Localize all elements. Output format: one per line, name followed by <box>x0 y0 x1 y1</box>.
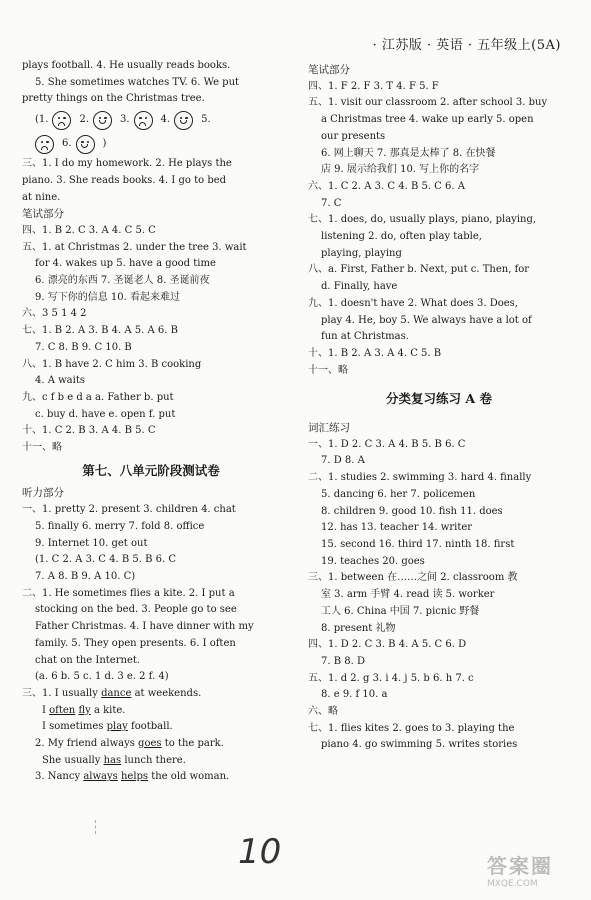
answer-line: (a. 6 b. 5 c. 1 d. 3 e. 2 f. 4) <box>35 671 169 683</box>
answer-line: 12. has 13. teacher 14. writer <box>321 522 473 534</box>
text: football. <box>127 721 173 733</box>
answer-line: 一、1. D 2. C 3. A 4. B 5. B 6. C <box>308 438 466 450</box>
answer-line: 工人 6. China 中国 7. picnic 野餐 <box>321 605 480 617</box>
face-label: 2. <box>79 113 89 125</box>
answer-line: 六、3 5 1 4 2 <box>22 308 87 320</box>
answer-line: 五、1. visit our classroom 2. after school 3. buy <box>308 97 548 109</box>
answer-line: 四、1. B 2. C 3. A 4. C 5. C <box>22 224 156 236</box>
answer-line: playing, playing <box>321 247 402 259</box>
answer-line: a Christmas tree 4. wake up early 5. open <box>321 114 534 126</box>
answer-line: 一、1. pretty 2. present 3. children 4. chat <box>22 504 236 516</box>
answer-line: 九、1. doesn't have 2. What does 3. Does, <box>308 297 518 309</box>
answer-line: pretty things on the Christmas tree. <box>22 93 205 105</box>
answer-line: our presents <box>321 130 386 142</box>
text: She usually <box>42 754 104 766</box>
sad-face-icon <box>52 111 71 130</box>
answer-line: 15. second 16. third 17. ninth 18. first <box>321 538 515 550</box>
text: 3. Nancy <box>35 771 84 783</box>
answer-line: 店 9. 展示给我们 10. 写上你的名字 <box>321 164 480 176</box>
sad-face-icon <box>134 111 153 130</box>
answer-line: 8. children 9. good 10. fish 11. does <box>321 505 503 517</box>
answer-line: family. 5. They open presents. 6. I often <box>35 637 236 649</box>
face-label: ) <box>102 137 107 149</box>
answer-line: 8. e 9. f 10. a <box>321 689 388 701</box>
section-heading: 笔试部分 <box>308 64 350 76</box>
underlined-word: always <box>83 771 118 783</box>
answer-line: 九、c f b e d a a. Father b. put <box>22 391 174 403</box>
answer-line: piano 4. go swimming 5. writes stories <box>321 739 518 751</box>
answer-line: 十、1. B 2. A 3. A 4. C 5. B <box>308 347 442 359</box>
answer-line: 4. A waits <box>35 375 85 387</box>
answer-line: 5. dancing 6. her 7. policemen <box>321 488 476 500</box>
text: lunch there. <box>121 754 186 766</box>
section-title: 分类复习练习 A 卷 <box>386 391 492 407</box>
text: the old woman. <box>148 771 230 783</box>
answer-line: 5. She sometimes watches TV. 6. We put <box>35 76 240 88</box>
text: 2. My friend always <box>35 738 139 750</box>
face-label: 5. <box>201 113 211 125</box>
section-heading: 词汇练习 <box>308 422 350 435</box>
underlined-word: goes <box>138 738 162 750</box>
answer-line: 19. teaches 20. goes <box>321 555 425 567</box>
page-header: · 江苏版 · 英语 · 五年级上(5A) <box>372 38 561 53</box>
answer-line: 7. C 8. B 9. C 10. B <box>35 341 132 353</box>
answer-line: 八、a. First, Father b. Next, put c. Then, for <box>308 264 530 276</box>
answer-line: fun at Christmas. <box>321 331 409 343</box>
margin-mark <box>95 820 97 834</box>
answer-line: chat on the Internet. <box>35 654 141 666</box>
text: I <box>42 704 50 716</box>
answer-line: d. Finally, have <box>321 281 398 293</box>
underlined-word: dance <box>101 687 132 699</box>
answer-line: Father Christmas. 4. I have dinner with my <box>35 621 254 633</box>
answer-line: 室 3. arm 手臂 4. read 读 5. worker <box>321 589 495 601</box>
answer-line: 十一、略 <box>308 364 348 376</box>
answer-line: 五、1. d 2. g 3. i 4. j 5. b 6. h 7. c <box>308 672 474 684</box>
answer-line: 二、1. He sometimes flies a kite. 2. I put a <box>22 587 235 599</box>
answer-line: 7. D 8. A <box>321 455 365 467</box>
answer-line: 9. Internet 10. get out <box>35 537 148 549</box>
answer-line: 十一、略 <box>22 442 62 454</box>
faces-row-1 <box>22 108 280 132</box>
answer-line: 6. 漂亮的东西 7. 圣诞老人 8. 圣诞前夜 <box>35 275 210 287</box>
answer-line: 7. A 8. B 9. A 10. C) <box>35 570 136 582</box>
text: I sometimes <box>42 721 107 733</box>
answer-line <box>22 686 280 703</box>
answer-line: 四、1. F 2. F 3. T 4. F 5. F <box>308 80 439 92</box>
answer-line: 七、1. flies kites 2. goes to 3. playing the <box>308 722 515 734</box>
answer-line: listening 2. do, often play table, <box>321 231 482 243</box>
answer-line: 五、1. at Christmas 2. under the tree 3. wait <box>22 241 247 253</box>
text: at weekends. <box>131 687 202 699</box>
answer-line: 三、1. I do my homework. 2. He plays the <box>22 158 232 170</box>
answer-line: 9. 写下你的信息 10. 看起来难过 <box>35 291 180 303</box>
underlined-word: helps <box>120 771 149 783</box>
underlined-word: fly <box>78 704 91 716</box>
left-column <box>22 58 280 786</box>
answer-line: 六、1. C 2. A 3. C 4. B 5. C 6. A <box>308 180 465 192</box>
face-label: (1. <box>35 113 49 125</box>
page-number: 10 <box>238 832 282 872</box>
answer-line: 六、略 <box>308 706 338 718</box>
answer-line: play 4. He, boy 5. We always have a lot of <box>321 314 532 326</box>
answer-line: 7. C <box>321 197 342 209</box>
section-heading: 听力部分 <box>22 487 64 500</box>
answer-line: at nine. <box>22 191 61 203</box>
watermark-url: MXQE.COM <box>487 879 538 889</box>
answer-line: (1. C 2. A 3. C 4. B 5. B 6. C <box>35 554 176 566</box>
underlined-word: play <box>106 721 128 733</box>
answer-line <box>22 719 280 736</box>
underlined-word: has <box>103 754 122 766</box>
answer-line: 6. 网上聊天 7. 那真是太棒了 8. 在快餐 <box>321 147 496 159</box>
answer-line: c. buy d. have e. open f. put <box>35 408 176 420</box>
text: 三、1. I usually <box>22 687 102 699</box>
answer-line: 十、1. C 2. B 3. A 4. B 5. C <box>22 425 156 437</box>
answer-line: 5. finally 6. merry 7. fold 8. office <box>35 520 205 532</box>
happy-face-icon <box>76 135 95 154</box>
answer-line: plays football. 4. He usually reads books. <box>22 60 231 71</box>
answer-line: 八、1. B have 2. C him 3. B cooking <box>22 358 202 370</box>
answer-line: 七、1. B 2. A 3. B 4. A 5. A 6. B <box>22 325 178 337</box>
happy-face-icon <box>174 111 193 130</box>
answer-line <box>22 769 280 786</box>
face-label: 4. <box>160 113 171 125</box>
text: a kite. <box>90 704 126 716</box>
answer-line: stocking on the bed. 3. People go to see <box>35 604 237 616</box>
faces-row-2 <box>22 132 280 156</box>
answer-line: for 4. wakes up 5. have a good time <box>35 258 216 270</box>
face-label: 3. <box>120 113 130 125</box>
text: to the park. <box>161 738 224 750</box>
underlined-word: often <box>49 704 76 716</box>
section-heading: 笔试部分 <box>22 208 64 221</box>
answer-line: 七、1. does, do, usually plays, piano, playing, <box>308 214 537 226</box>
answer-line: 三、1. between 在……之间 2. classroom 教 <box>308 572 518 584</box>
happy-face-icon <box>93 111 112 130</box>
answer-line: 二、1. studies 2. swimming 3. hard 4. finally <box>308 472 532 484</box>
watermark-logo <box>487 850 579 892</box>
answer-line: piano. 3. She reads books. 4. I go to bed <box>22 174 227 186</box>
watermark-text: 答案圈 <box>487 854 553 878</box>
right-column <box>308 62 570 754</box>
answer-line: 8. present 礼物 <box>321 622 396 634</box>
answer-line <box>22 703 280 720</box>
answer-line: 7. B 8. D <box>321 655 365 667</box>
section-title: 第七、八单元阶段测试卷 <box>82 462 220 478</box>
answer-line: 四、1. D 2. C 3. B 4. A 5. C 6. D <box>308 639 467 651</box>
sad-face-icon <box>35 135 54 154</box>
answer-line <box>22 736 280 753</box>
answer-line <box>22 753 280 770</box>
face-label: 6. <box>62 137 72 149</box>
